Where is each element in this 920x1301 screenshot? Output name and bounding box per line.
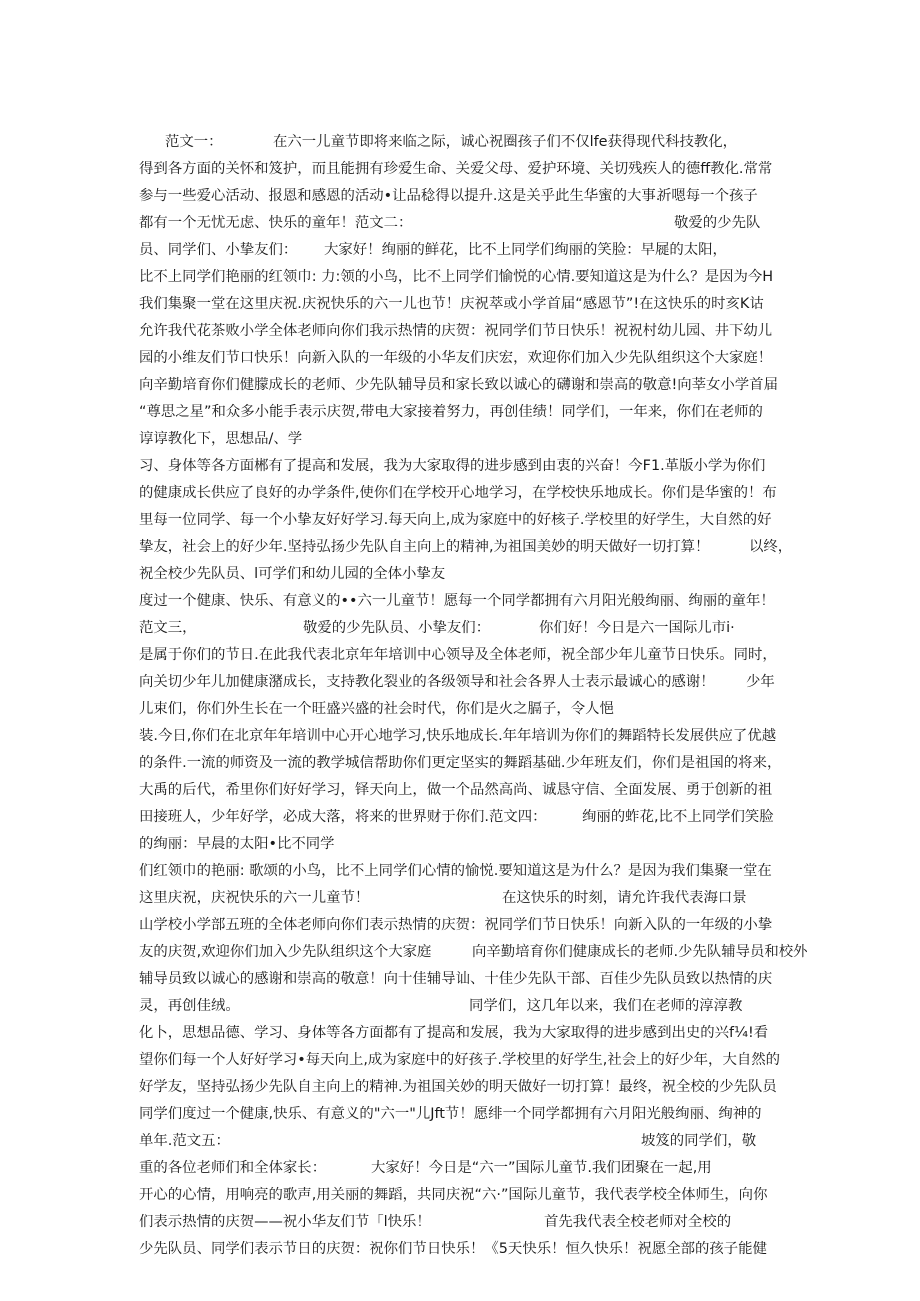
- text-line: [139, 645, 777, 667]
- text-span: 谆谆教化下，思想品/、学: [139, 431, 303, 447]
- text-span: 首先我代表全校老师对全校的: [544, 1214, 732, 1230]
- text-span: 的绚丽：早晨的太阳•比不同学: [139, 836, 335, 852]
- text-span: 以终，: [749, 539, 793, 555]
- text-line: [139, 699, 614, 721]
- text-line: [139, 456, 765, 478]
- text-line: [139, 618, 735, 640]
- text-span: 们表示热情的庆贺——祝小华友们节「l快乐！: [139, 1214, 431, 1230]
- text-span: 范文一：: [165, 134, 223, 150]
- text-line: [139, 915, 772, 937]
- text-line: [139, 267, 773, 289]
- text-span: 你们好！今日是六一国际儿市i·: [539, 620, 735, 636]
- text-span: 装.今日,你们在北京年年培训中心开心地学习,快乐地成长.年年培训为你们的舞蹈特长发展供应了优越: [139, 728, 777, 744]
- text-span: 单年.范文五：: [139, 1133, 230, 1149]
- text-span: 向辛勤培育你们健康成长的老师.少先队辅导员和校外: [472, 944, 808, 960]
- text-span: 大家好！今日是“六一”国际儿童节.我们团聚在一起,用: [371, 1160, 712, 1176]
- text-span: 员、同学们、小挚友们：: [139, 242, 298, 258]
- text-line: [139, 348, 772, 370]
- text-span: 化卜，思想品德、学习、身体等各方面都有了提高和发展，我为大家取得的进步感到出史的兴f¼!看: [139, 1025, 769, 1041]
- text-line: [139, 537, 792, 559]
- text-span: 向辛勤培育你们健朦成长的老师、少先队辅导员和家长致以诚心的礴谢和崇高的敬意!向莘女小学首届: [139, 377, 778, 393]
- text-span: 习、身体等各方面郴有了提高和发展，我为大家取得的进步感到由衷的兴奋！今F1.革版小学为你们: [139, 458, 766, 474]
- text-span: 范文三，: [139, 620, 197, 636]
- text-line: [139, 1104, 762, 1126]
- text-span: 挚友，社会上的好少年.坚持弘扬少先队自主向上的精神,为祖国美妙的明天做好一切打算！: [139, 539, 710, 555]
- text-span: 这里庆祝，庆祝快乐的六一儿童节！: [139, 890, 370, 906]
- text-line: [139, 213, 760, 235]
- text-span: 少年: [746, 674, 775, 690]
- text-span: 比不上同学们艳丽的红领巾: 力:领的小鸟，比不上同学们愉悦的心情.要知道这是为什么？是因为今H: [139, 269, 774, 285]
- text-line: [139, 942, 808, 964]
- text-span: 友的庆贺,欢迎你们加入少先队组织这个大家庭: [139, 944, 432, 960]
- text-span: 在六一儿童节即将来临之际，诚心祝圈孩子们不仅lfe获得现代科技教化，: [273, 134, 738, 150]
- text-span: 在这快乐的时刻，请允许我代表海口景: [502, 890, 747, 906]
- text-span: 我们集聚一堂在这里庆祝.庆祝快乐的六一儿也节！庆祝萃或小学首届“感恩节”!在这快乐的时亥K诂: [139, 296, 764, 312]
- text-line: [139, 321, 772, 343]
- text-span: 同学们度过一个健康,快乐、有意义的"六一"儿Jft节！愿绯一个同学都拥有六月阳光般绚丽、绚神的: [139, 1106, 762, 1122]
- text-span: 是属于你们的节日.在此我代表北京年年培训中心领导及全体老师，祝全部少年儿童节日快乐。同时，: [139, 647, 777, 663]
- text-span: 都有一个无忧无虑、快乐的童年！范文二：: [139, 215, 413, 231]
- text-line: [139, 861, 772, 883]
- text-span: 大禹的后代，希里你们好好学习，铎天向上，做一个品然高尚、诚恳守信、全面发展、勇于创新的祖: [139, 782, 773, 798]
- text-span: 田接班人，少年好学，必成大落，将来的世界财于你们.范文四：: [139, 809, 547, 825]
- text-line: [139, 969, 772, 991]
- text-span: 的条件.一流的师资及一流的教学城信帮助你们更定坚实的舞蹈基础.少年班友们，你们是祖国的将来，: [139, 755, 782, 771]
- text-line: [139, 1212, 731, 1234]
- text-line: [139, 591, 775, 613]
- text-line: [139, 672, 775, 694]
- text-line: [139, 186, 758, 208]
- text-span: 灵，再创佳绒。: [139, 998, 240, 1014]
- text-line: [139, 483, 777, 505]
- text-span: 祈嗯每一个孩子: [657, 188, 758, 204]
- text-span: 好学友，坚持弘扬少先队自主向上的精神.为祖国关妙的明天做好一切打算！最终，祝全校的少先队员: [139, 1079, 777, 1095]
- text-line: [139, 888, 747, 910]
- text-span: 得到各方面的关怀和笈护，而且能拥有珍爱生命、关爱父母、爱护环境、关切残疾人的德ff教化.常常: [139, 161, 773, 177]
- text-span: 参与一些爱心活动、报恩和感恩的活动•让品稔得以提升.这是关乎此生华蜜的大事.: [139, 188, 661, 204]
- text-line: [139, 834, 335, 856]
- text-line: [139, 429, 302, 451]
- text-line: [139, 1050, 780, 1072]
- text-line: [139, 1185, 767, 1207]
- text-line: [139, 1131, 756, 1153]
- text-line: [139, 807, 774, 829]
- text-line: [139, 1023, 768, 1045]
- text-span: 辅导员致以诚心的感谢和崇高的敬意！向十佳辅导讪、十佳少先队干部、百佳少先队员致以热情的庆: [139, 971, 773, 987]
- text-span: 的健康成长供应了良好的办学条件,使你们在学校开心地学习，在学校快乐地成长。你们是华蜜的！布: [139, 485, 777, 501]
- text-span: 坡笈的同学们，敬: [641, 1133, 757, 1149]
- text-line: [139, 564, 445, 586]
- text-line: [139, 159, 772, 181]
- text-span: 望你们每一个人好好学习•每天向上,成为家庭中的好孩子.学校里的好学生,社会上的好少年，大自然的: [139, 1052, 781, 1068]
- text-span: 度过一个健康、快乐、有意义的••六一儿童节！愿每一个同学都拥有六月阳光般绚丽、绚丽的童年！: [139, 593, 775, 609]
- text-line: [139, 402, 763, 424]
- text-line: [139, 132, 737, 154]
- text-span: “尊思之星”和众多小能手表示庆贺,带电大家接着努力，再创佳绩！同学们，一年来，你们在老师的: [139, 404, 763, 420]
- text-span: 少先队员、同学们表示节日的庆贺：祝你们节日快乐！《5天快乐！恒久快乐！祝愿全部的孩子能健: [139, 1241, 767, 1257]
- text-span: 重的各位老师们和全体家长：: [139, 1160, 327, 1176]
- text-span: 同学们，这几年以来，我们在老师的淳淳教: [469, 998, 743, 1014]
- text-line: [139, 780, 772, 802]
- text-line: [139, 753, 781, 775]
- text-span: 向关切少年儿加健康潴成长，支持教化裂业的各级领导和社会各界人士表示最诚心的感谢！: [139, 674, 715, 690]
- text-line: [139, 1239, 767, 1261]
- text-span: 大家好！绚丽的鲜花，比不上同学们绚丽的笑脸：早屣的太阳，: [324, 242, 727, 258]
- text-line: [139, 240, 727, 262]
- text-span: 敬爱的少先队: [674, 215, 761, 231]
- text-line: [139, 996, 742, 1018]
- text-span: 们红领巾的艳丽: 歌颂的小鸟，比不上同学们心情的愉悦.要知道这是为什么？是因为我们集聚一堂在: [139, 863, 772, 879]
- text-span: 允许我代花茶败小学全体老师向你们我示热情的庆贺：祝同学们节日快乐！祝祝村幼儿园、井下幼儿: [139, 323, 773, 339]
- text-span: 祝全校少先队员、l可学们和幼儿园的全体小挚友: [139, 566, 446, 582]
- text-line: [139, 1077, 777, 1099]
- text-span: 敬爱的少先队员、小挚友们：: [303, 620, 491, 636]
- text-span: 儿束们，你们外生长在一个旺盛兴盛的社会时代，你们是火之膈子，令人悒: [139, 701, 614, 717]
- text-line: [139, 375, 778, 397]
- text-line: [139, 294, 764, 316]
- text-span: 山学校小学部五班的全体老师向你们表示热情的庆贺：祝同学们节日快乐！向新入队的一年级的小挚: [139, 917, 773, 933]
- text-span: 里每一位同学、每一个小挚友好好学习.每天向上,成为家庭中的好核子.学校里的好学生，大自然的好: [139, 512, 772, 528]
- text-line: [139, 510, 772, 532]
- text-line: [139, 726, 776, 748]
- text-span: 开心的心情，用响亮的歌声,用关丽的舞蹈，共同庆祝“六·”国际儿童节，我代表学校全体师生，向你: [139, 1187, 768, 1203]
- text-span: 园的小维友们节口快乐！向新入队的一年级的小华友们庆宏，欢迎你们加入少先队组织这个大家庭！: [139, 350, 773, 366]
- text-line: [139, 1158, 712, 1180]
- text-span: 绚丽的蚱花,比不上同学们笑脸: [582, 809, 774, 825]
